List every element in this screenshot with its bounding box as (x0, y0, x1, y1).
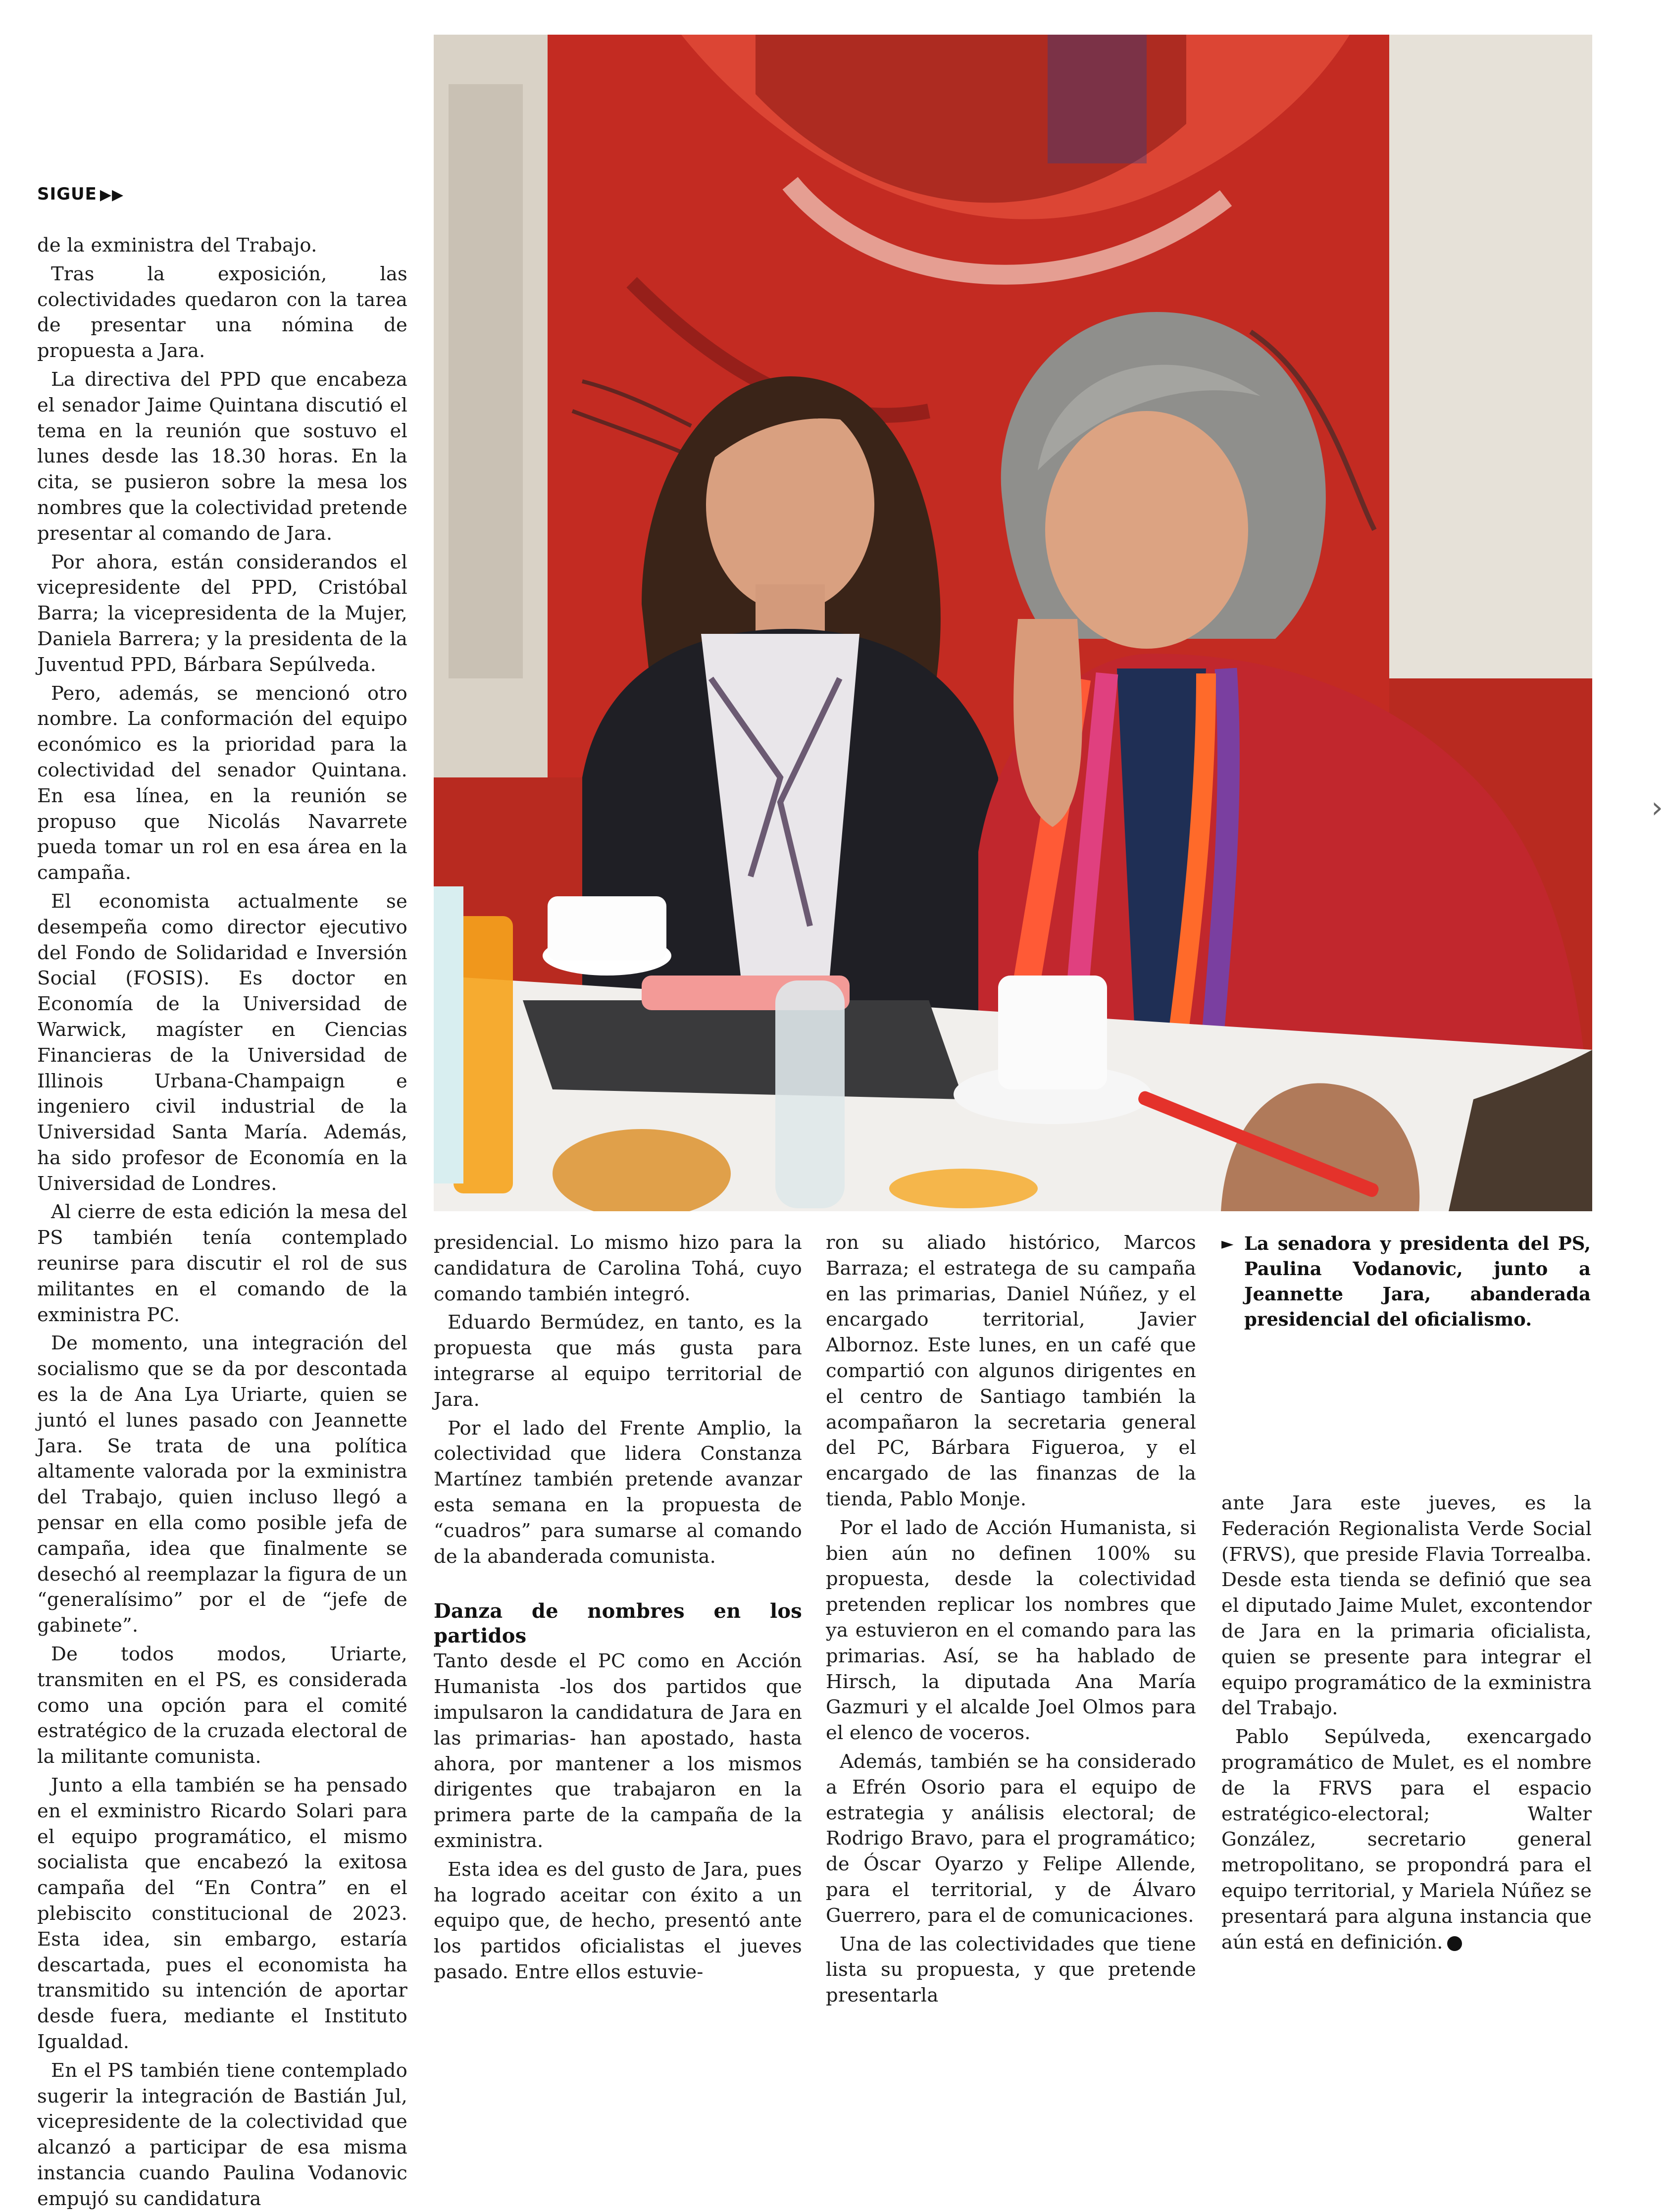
paragraph: de la exministra del Trabajo. (37, 234, 317, 257)
paragraph (1221, 1724, 1592, 1955)
paragraph: ron su aliado histórico, Marcos Barraza; el estratega de su campaña en las primarias, Daniel Núñez, y el encargado territorial, Javier Albornoz. Este lunes, en un café que compartió con algunos dirigentes en el centro de Santiago también la acompañaron la secretaria general del PC, Bárbara Figueroa, y el encargado de las finanzas de la tienda, Pablo Monje. (826, 1232, 1196, 1510)
paragraph: Además, también se ha considerado a Efrén Osorio para el equipo de estrategia y análisis electoral; de Rodrigo Bravo, para el programático; de Óscar Oyarzo y Felipe Allende, para el territorial, y de Álvaro Guerrero, para el de comunicaciones. (826, 1750, 1196, 1927)
article-photo (434, 35, 1592, 1211)
paragraph: Esta idea es del gusto de Jara, pues ha logrado aceitar con éxito a un equipo que, de hecho, presentó ante los partidos oficialistas el jueves pasado. Entre ellos estuvie- (434, 1858, 802, 1983)
article-column-4 (1221, 1491, 1592, 1955)
paragraph: Una de las colectividades que tiene lista su propuesta, y que pretende presentarla (826, 1933, 1196, 2007)
article-column-3 (826, 1230, 1196, 2008)
paragraph: Tanto desde el PC como en Acción Humanista -los dos partidos que impulsaron la candidatura de Jara en las primarias- han apostado, hasta ahora, por mantener a los mismos dirigentes que trabajaron en la primera parte de la campaña de la exministra. (434, 1650, 802, 1852)
end-of-article-icon (1447, 1936, 1462, 1951)
paragraph: Pero, además, se mencionó otro nombre. La conformación del equipo económico es la prioridad para la colectividad del senador Quintana. En esa línea, en la reunión se propuso que Nicolás Navarrete pueda tomar un rol en esa área en la campaña. (37, 682, 407, 884)
paragraph: De todos modos, Uriarte, transmiten en el PS, es considerada como una opción para el comité estratégico de la cruzada electoral de la militante comunista. (37, 1643, 407, 1768)
paragraph: ante Jara este jueves, es la Federación Regionalista Verde Social (FRVS), que preside Flavia Torrealba. Desde esta tienda se definió que sea el diputado Jaime Mulet, excontendor de Jara en la primaria oficialista, quien se presente para integrar el equipo programático de la exministra del Trabajo. (1221, 1492, 1592, 1720)
continuation-marker (37, 184, 124, 204)
paragraph: Tras la exposición, las colectividades quedaron con la tarea de presentar una nómina de propuesta a Jara. (37, 262, 407, 362)
continuation-arrows-icon: ▶▶ (100, 186, 124, 204)
paragraph: El economista actualmente se desempeña como director ejecutivo del Fondo de Solidaridad e Inversión Social (FOSIS). Es doctor en Economía de la Universidad de Warwick, magíster en Ciencias Financieras de la Universidad de Illinois Urbana-Champaign e ingeniero civil industrial de la Universidad Santa María. Además, ha sido profesor de Economía en la Universidad de Londres. (37, 890, 407, 1195)
article-column-2 (434, 1230, 802, 1985)
paragraph: La directiva del PPD que encabeza el senador Jaime Quintana discutió el tema en la reunión que sostuvo el lunes desde las 18.30 horas. En la cita, se pusieron sobre la mesa los nombres que la colectividad pretende presentar al comando de Jara. (37, 368, 407, 545)
paragraph: Por ahora, están considerandos el vicepresidente del PPD, Cristóbal Barra; la vicepresidenta de la Mujer, Daniela Barrera; y la presidenta de la Juventud PPD, Bárbara Sepúlveda. (37, 551, 407, 676)
paragraph: Eduardo Bermúdez, en tanto, es la propuesta que más gusta para integrarse al equipo territorial de Jara. (434, 1311, 802, 1411)
photo-caption (1221, 1231, 1591, 1332)
paragraph: En el PS también tiene contemplado sugerir la integración de Bastián Jul, vicepresidente de la colectividad que alcanzó a participar de esa misma instancia cuando Paulina Vodanovic empujó su candidatura (37, 2059, 407, 2210)
article-column-1 (37, 233, 407, 2212)
paragraph: presidencial. Lo mismo hizo para la candidatura de Carolina Tohá, cuyo comando también integró. (434, 1232, 802, 1305)
continuation-label: SIGUE (37, 184, 97, 204)
paragraph-text: Pablo Sepúlveda, exencargado programático de Mulet, es el nombre de la FRVS para el espacio estratégico-electoral; Walter González, secretario general metropolitano, se propondrá para el equipo territorial, y Mariela Núñez se presentará para alguna instancia que aún está en definición. (1221, 1726, 1592, 1954)
paragraph: Al cierre de esta edición la mesa del PS también tenía contemplado reunirse para discutir el rol de sus militantes en el comando de la exministra PC. (37, 1201, 407, 1326)
paragraph: Junto a ella también se ha pensado en el exministro Ricardo Solari para el equipo programático, el mismo socialista que encabezó la exitosa campaña del “En Contra” en el plebiscito constitucional de 2023. Esta idea, sin embargo, estaría descartada, pues el economista ha transmitido su intención de aportar desde fuera, mediante el Instituto Igualdad. (37, 1774, 407, 2053)
photo-illustration (434, 35, 1592, 1211)
paragraph: Por el lado del Frente Amplio, la colectividad que lidera Constanza Martínez también pretende avanzar esta semana en la propuesta de “cuadros” para sumarse al comando de la abanderada comunista. (434, 1417, 802, 1568)
paragraph: Por el lado de Acción Humanista, si bien aún no definen 100% su propuesta, desde la colectividad pretenden replicar los nombres que ya estuvieron en el comando para las primarias. Así, se ha hablado de Hirsch, la diputada Ana María Gazmuri y el alcalde Joel Olmos para el elenco de voceros. (826, 1516, 1196, 1745)
paragraph: De momento, una integración del socialismo que se da por descontada es la de Ana Lya Uriarte, quien se juntó el lunes pasado con Jeannette Jara. Se trata de una política altamente valorada por la exministra del Trabajo, quien incluso llegó a pensar en ella como posible jefa de campaña, idea que finalmente se desechó al reemplazar la figura de un “generalísimo” por el de “jefe de gabinete”. (37, 1332, 407, 1637)
section-subheading: Danza de nombres en los partidos (434, 1599, 802, 1648)
caption-text: La senadora y presidenta del PS, Paulina Vodanovic, junto a Jeannette Jara, abanderada presidencial del oficialismo. (1244, 1233, 1591, 1330)
next-page-arrow-icon[interactable]: › (1651, 790, 1663, 825)
caption-marker-icon: ► (1221, 1234, 1234, 1253)
